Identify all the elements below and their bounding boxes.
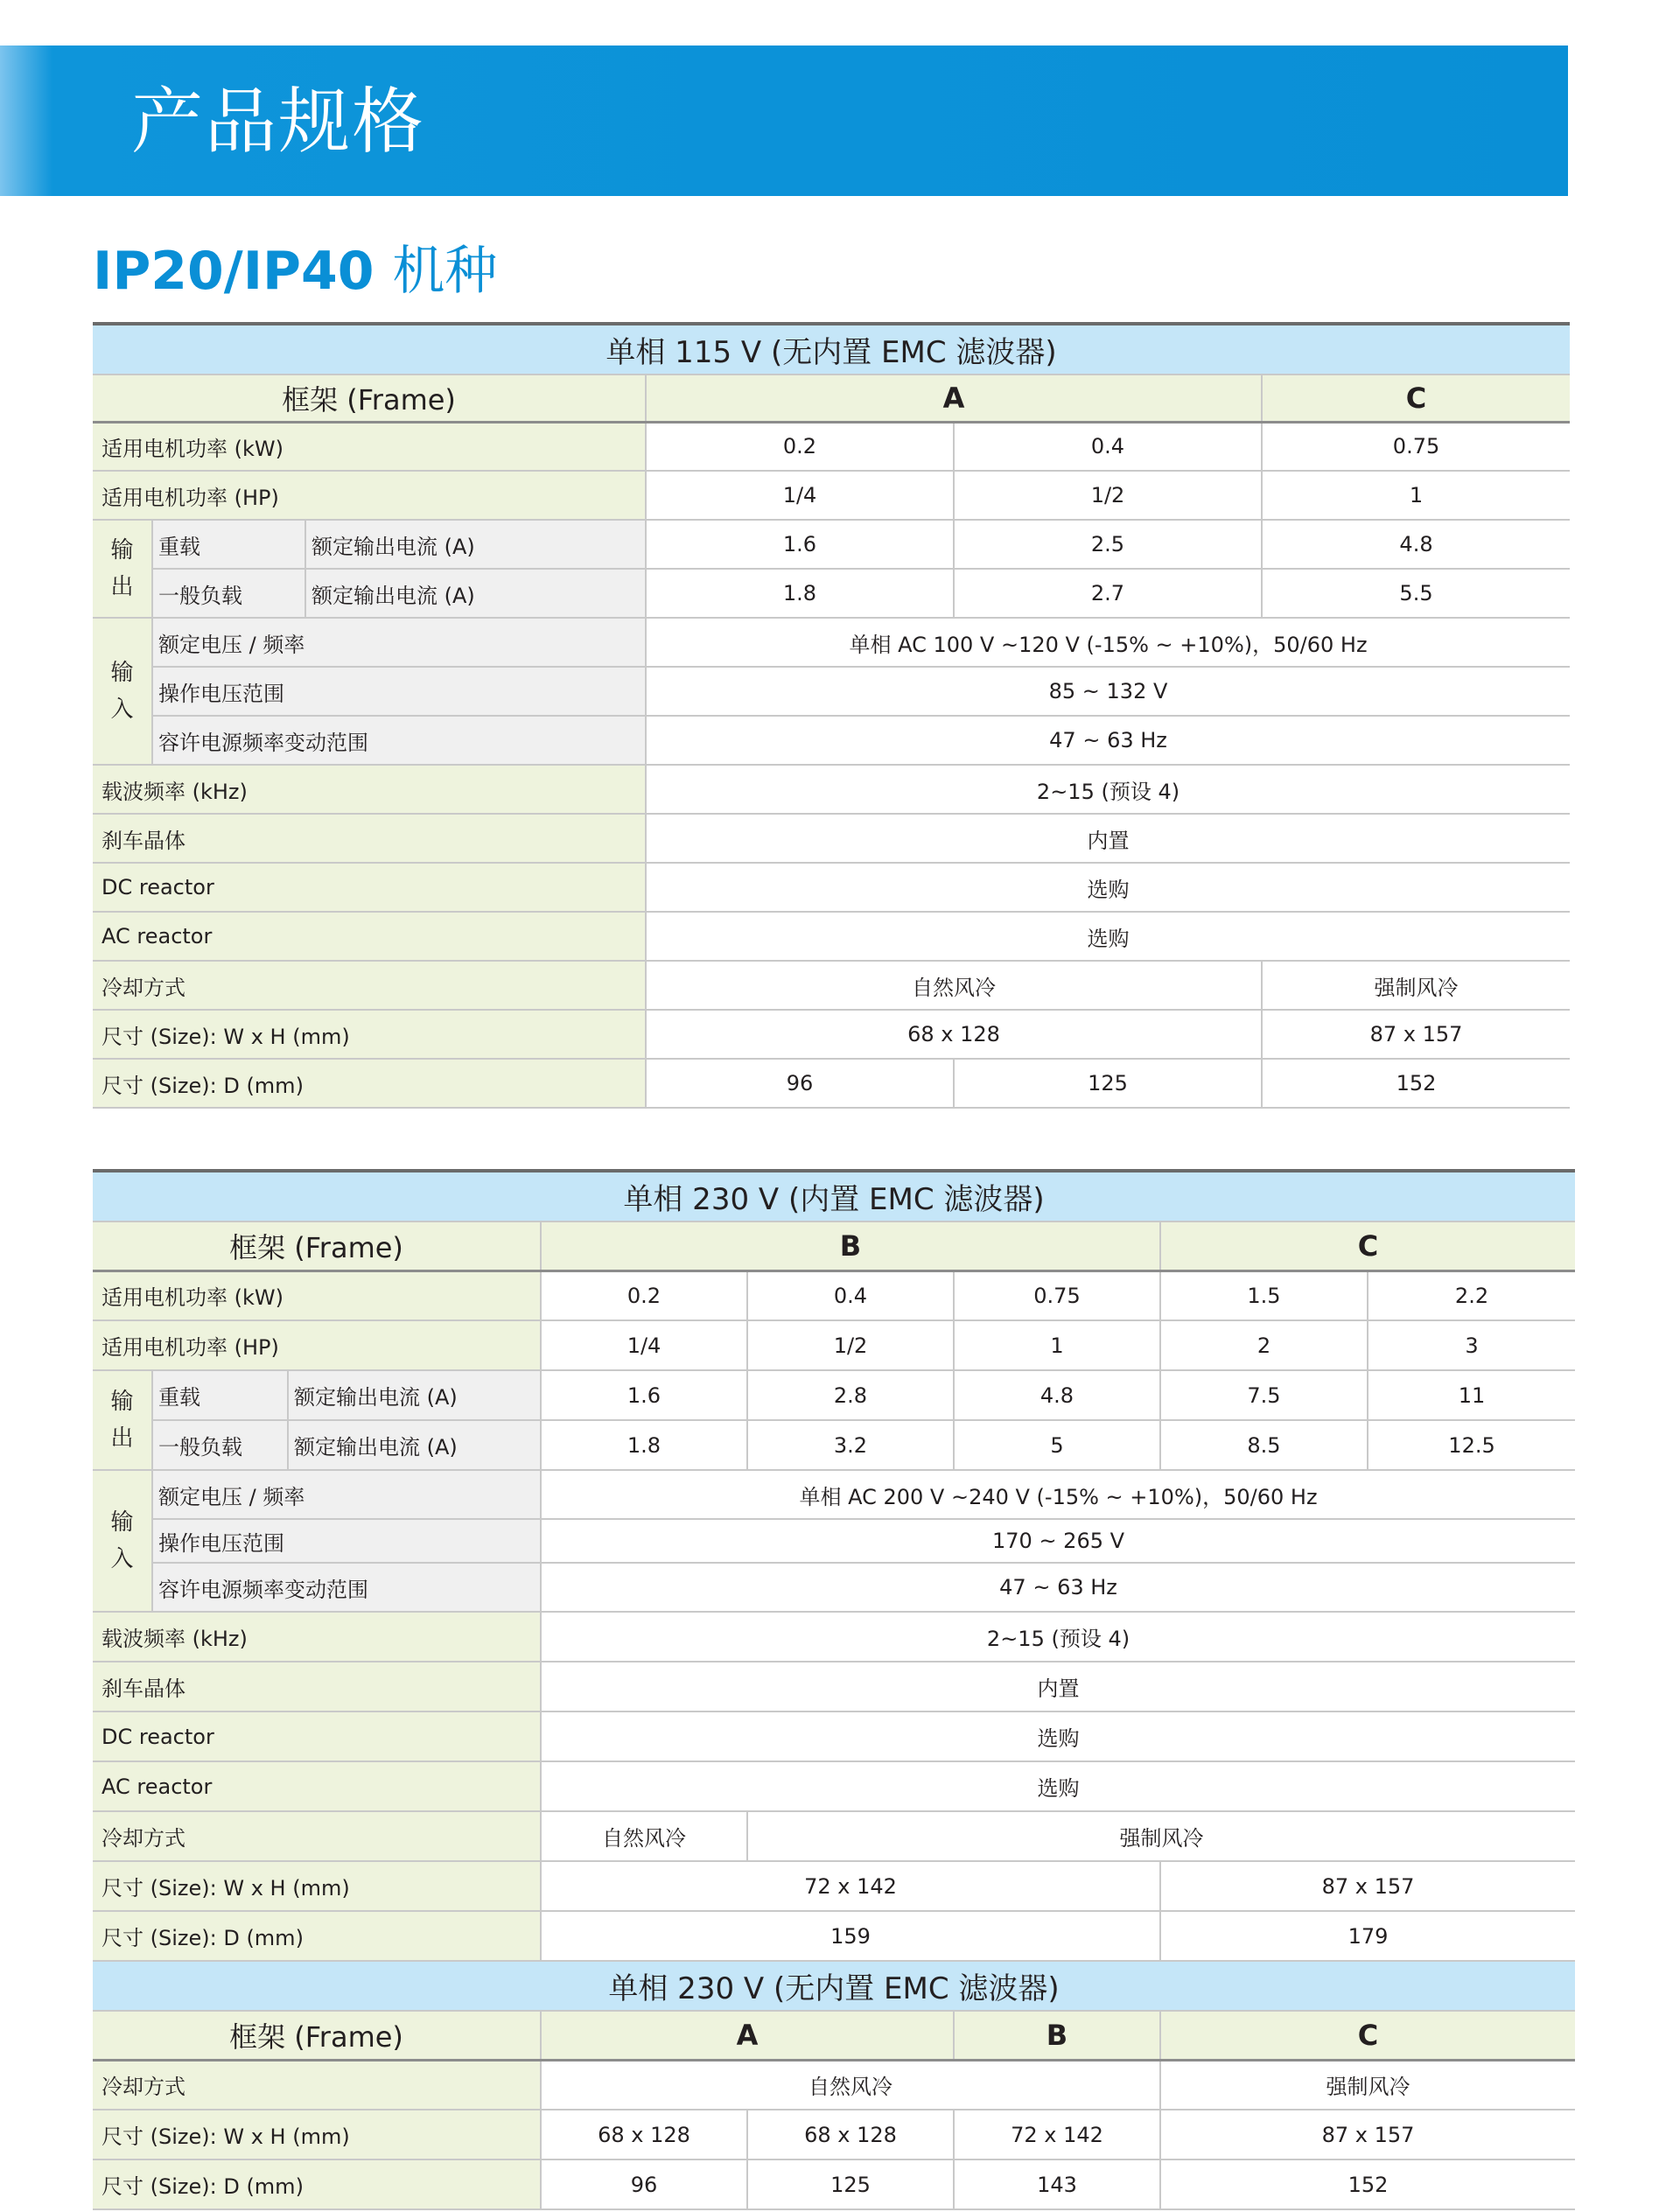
- row-label-rated-voltage: 额定电压 / 频率: [152, 1470, 541, 1519]
- frame-label: 框架 (Frame): [93, 1222, 541, 1270]
- section-title-model: IP20/IP40: [93, 241, 374, 302]
- table-caption: 单相 230 V (内置 EMC 滤波器): [93, 1171, 1575, 1222]
- frame-b: B: [954, 2011, 1160, 2060]
- section-title: [93, 234, 497, 308]
- row-label-heavy: 重载: [152, 520, 305, 569]
- table-cell: 强制风冷: [1160, 2060, 1575, 2110]
- row-label-size-d: 尺寸 (Size): D (mm): [93, 1911, 541, 1961]
- table-cell: 179: [1160, 1911, 1575, 1961]
- table-cell: 12.5: [1368, 1420, 1575, 1470]
- row-label-kw: 适用电机功率 (kW): [93, 422, 646, 471]
- table-cell: 内置: [541, 1662, 1575, 1712]
- table-cell: 170 ~ 265 V: [541, 1519, 1575, 1563]
- section-title-suffix: 机种: [392, 241, 498, 302]
- table-cell: 1/4: [541, 1320, 747, 1370]
- table-cell: 152: [1160, 2160, 1575, 2209]
- row-label-freq-range: 容许电源频率变动范围: [152, 716, 646, 765]
- row-label-rated-out: 额定输出电流 (A): [305, 520, 646, 569]
- row-label-size-d: 尺寸 (Size): D (mm): [93, 1059, 646, 1108]
- row-label-op-voltage: 操作电压范围: [152, 667, 646, 716]
- table-cell: 0.4: [747, 1270, 954, 1320]
- table-cell: 1.8: [646, 569, 954, 618]
- table-cell: 1.6: [646, 520, 954, 569]
- table-cell: 47 ~ 63 Hz: [646, 716, 1570, 765]
- row-label-normal: 一般负载: [152, 569, 305, 618]
- table-cell: 47 ~ 63 Hz: [541, 1563, 1575, 1612]
- spec-table-230v: [93, 1169, 1575, 2210]
- row-label-rated-out: 额定输出电流 (A): [288, 1420, 541, 1470]
- table-cell: 强制风冷: [1262, 961, 1570, 1010]
- table-cell: 125: [954, 1059, 1262, 1108]
- table-cell: 2~15 (预设 4): [646, 765, 1570, 814]
- input-group-label: 输 入: [93, 618, 152, 765]
- table-cell: 0.2: [541, 1270, 747, 1320]
- table-cell: 87 x 157: [1262, 1010, 1570, 1059]
- table-cell: 85 ~ 132 V: [646, 667, 1570, 716]
- table-cell: 强制风冷: [747, 1811, 1575, 1861]
- output-group-label: 输 出: [93, 1370, 152, 1470]
- row-label-brake: 刹车晶体: [93, 814, 646, 863]
- input-group-label: 输 入: [93, 1470, 152, 1612]
- table-cell: 2.7: [954, 569, 1262, 618]
- table-cell: 4.8: [1262, 520, 1570, 569]
- table-cell: 8.5: [1160, 1420, 1368, 1470]
- table-cell: 1/2: [954, 471, 1262, 520]
- table-cell: 2.8: [747, 1370, 954, 1420]
- frame-b: B: [541, 1222, 1160, 1270]
- row-label-dc-reactor: DC reactor: [93, 1712, 541, 1761]
- table-cell: 96: [541, 2160, 747, 2209]
- table-cell: 1/4: [646, 471, 954, 520]
- row-label-size-wh: 尺寸 (Size): W x H (mm): [93, 1861, 541, 1911]
- table-cell: 3.2: [747, 1420, 954, 1470]
- table-cell: 5.5: [1262, 569, 1570, 618]
- table-cell: 单相 AC 200 V ~240 V (-15% ~ +10%)，50/60 Hz: [541, 1470, 1575, 1519]
- table-cell: 0.2: [646, 422, 954, 471]
- frame-label: 框架 (Frame): [93, 374, 646, 422]
- table-cell: 选购: [541, 1761, 1575, 1811]
- table-cell: 2.5: [954, 520, 1262, 569]
- row-label-normal: 一般负载: [152, 1420, 288, 1470]
- row-label-hp: 适用电机功率 (HP): [93, 471, 646, 520]
- row-label-size-wh: 尺寸 (Size): W x H (mm): [93, 1010, 646, 1059]
- row-label-rated-out: 额定输出电流 (A): [305, 569, 646, 618]
- row-label-freq-range: 容许电源频率变动范围: [152, 1563, 541, 1612]
- row-label-cooling: 冷却方式: [93, 961, 646, 1010]
- row-label-carrier: 载波频率 (kHz): [93, 1612, 541, 1662]
- frame-label: 框架 (Frame): [93, 2011, 541, 2060]
- table-cell: 1: [954, 1320, 1160, 1370]
- row-label-rated-out: 额定输出电流 (A): [288, 1370, 541, 1420]
- table-cell: 选购: [541, 1712, 1575, 1761]
- page-header: [0, 46, 1568, 196]
- frame-c: C: [1160, 2011, 1575, 2060]
- table-cell: 1.6: [541, 1370, 747, 1420]
- table-cell: 选购: [646, 863, 1570, 912]
- row-label-hp: 适用电机功率 (HP): [93, 1320, 541, 1370]
- row-label-rated-voltage: 额定电压 / 频率: [152, 618, 646, 667]
- table-cell: 0.4: [954, 422, 1262, 471]
- row-label-heavy: 重载: [152, 1370, 288, 1420]
- frame-c: C: [1160, 1222, 1575, 1270]
- row-label-cooling: 冷却方式: [93, 2060, 541, 2110]
- table-cell: 3: [1368, 1320, 1575, 1370]
- table-cell: 1.5: [1160, 1270, 1368, 1320]
- table-cell: 单相 AC 100 V ~120 V (-15% ~ +10%)，50/60 Hz: [646, 618, 1570, 667]
- table-cell: 96: [646, 1059, 954, 1108]
- row-label-ac-reactor: AC reactor: [93, 1761, 541, 1811]
- table-cell: 72 x 142: [954, 2110, 1160, 2160]
- table-cell: 159: [541, 1911, 1160, 1961]
- spec-table-115v: [93, 322, 1570, 1109]
- table-cell: 内置: [646, 814, 1570, 863]
- row-label-op-voltage: 操作电压范围: [152, 1519, 541, 1563]
- table-cell: 1: [1262, 471, 1570, 520]
- table-cell: 自然风冷: [541, 2060, 1160, 2110]
- row-label-carrier: 载波频率 (kHz): [93, 765, 646, 814]
- frame-c: C: [1262, 374, 1570, 422]
- table-cell: 0.75: [1262, 422, 1570, 471]
- table-cell: 72 x 142: [541, 1861, 1160, 1911]
- row-label-kw: 适用电机功率 (kW): [93, 1270, 541, 1320]
- table-cell: 5: [954, 1420, 1160, 1470]
- row-label-ac-reactor: AC reactor: [93, 912, 646, 961]
- table-cell: 87 x 157: [1160, 2110, 1575, 2160]
- row-label-size-d: 尺寸 (Size): D (mm): [93, 2160, 541, 2209]
- table-caption: 单相 115 V (无内置 EMC 滤波器): [93, 324, 1570, 374]
- table-cell: 152: [1262, 1059, 1570, 1108]
- table-cell: 自然风冷: [541, 1811, 747, 1861]
- frame-a: A: [541, 2011, 954, 2060]
- table-cell: 自然风冷: [646, 961, 1262, 1010]
- table-cell: 68 x 128: [646, 1010, 1262, 1059]
- table-cell: 11: [1368, 1370, 1575, 1420]
- table-cell: 143: [954, 2160, 1160, 2209]
- frame-a: A: [646, 374, 1262, 422]
- table-cell: 1.8: [541, 1420, 747, 1470]
- table-cell: 68 x 128: [747, 2110, 954, 2160]
- row-label-brake: 刹车晶体: [93, 1662, 541, 1712]
- table-cell: 2~15 (预设 4): [541, 1612, 1575, 1662]
- table-cell: 4.8: [954, 1370, 1160, 1420]
- table-cell: 1/2: [747, 1320, 954, 1370]
- table-cell: 2.2: [1368, 1270, 1575, 1320]
- table-cell: 0.75: [954, 1270, 1160, 1320]
- row-label-cooling: 冷却方式: [93, 1811, 541, 1861]
- table-cell: 选购: [646, 912, 1570, 961]
- table-caption: 单相 230 V (无内置 EMC 滤波器): [93, 1961, 1575, 2011]
- table-cell: 125: [747, 2160, 954, 2209]
- row-label-size-wh: 尺寸 (Size): W x H (mm): [93, 2110, 541, 2160]
- table-cell: 7.5: [1160, 1370, 1368, 1420]
- output-group-label: 输 出: [93, 520, 152, 618]
- table-cell: 87 x 157: [1160, 1861, 1575, 1911]
- table-cell: 68 x 128: [541, 2110, 747, 2160]
- row-label-dc-reactor: DC reactor: [93, 863, 646, 912]
- page-title: 产品规格: [131, 80, 426, 164]
- table-cell: 2: [1160, 1320, 1368, 1370]
